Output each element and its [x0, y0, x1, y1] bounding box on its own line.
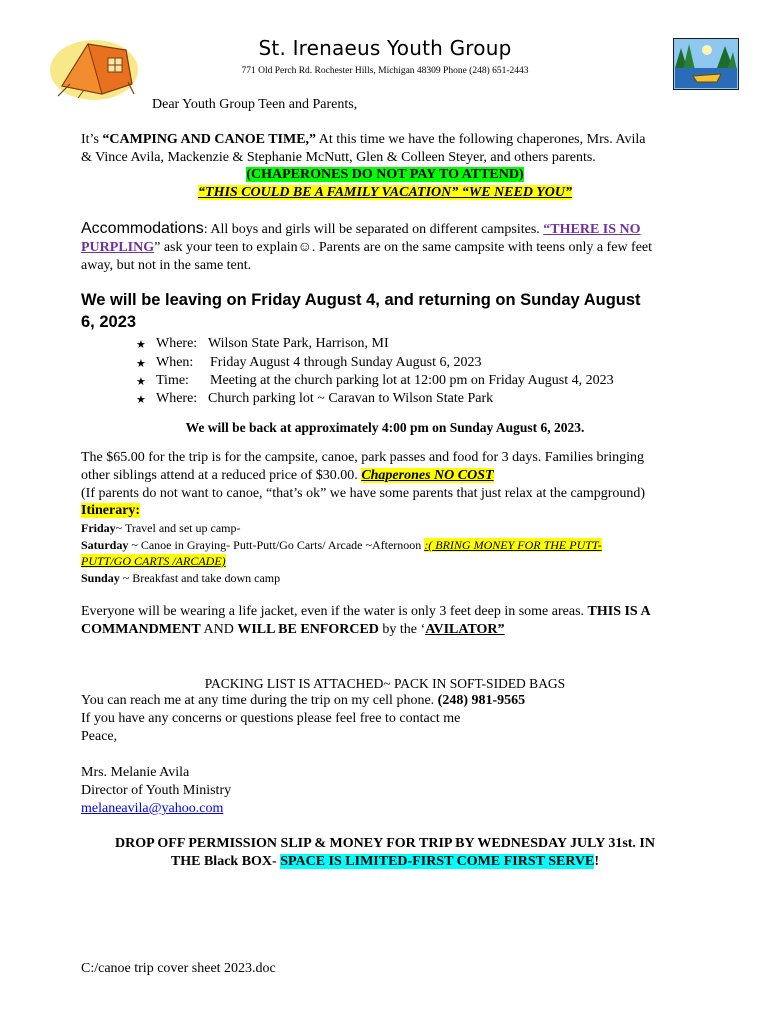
accommodations-text-cont: ” ask your teen to explain☺. Parents are on the same campsite with teens only a few feet [154, 240, 653, 255]
cost-line-1: The $65.00 for the trip is for the campsite, canoe, park passes and food for 3 days. Families bringing [81, 450, 644, 465]
concerns-line: If you have any concerns or questions please feel free to contact me [81, 711, 461, 726]
lake-canoe-clipart-icon [673, 38, 739, 90]
bullet-star-icon: ★ [136, 394, 146, 406]
cost-text: other siblings attend at a reduced price of $30.00. [81, 468, 362, 483]
no-purpling-text: “THERE IS NO [543, 222, 641, 237]
cost-line-2 [81, 468, 494, 484]
bullet-star-icon: ★ [136, 358, 146, 370]
contact-line [81, 693, 525, 709]
signer-name: Mrs. Melanie Avila [81, 765, 190, 780]
detail-label: Where: [156, 391, 198, 406]
chaperones-free-text: (CHAPERONES DO NOT PAY TO ATTEND) [246, 167, 524, 182]
bullet-star-icon: ★ [136, 376, 146, 388]
sunday-text: ~ Breakfast and take down camp [119, 571, 281, 585]
intro-text-cont: At this time we have the following chaperones, Mrs. Avila [316, 132, 646, 147]
intro-text: It’s [81, 132, 103, 147]
dropoff-text: THE Black BOX- [170, 854, 281, 869]
accommodations-line-1 [81, 220, 641, 238]
accommodations-line-2 [81, 240, 652, 256]
enforced-phrase: WILL BE ENFORCED [237, 622, 379, 637]
itinerary-saturday [81, 538, 602, 553]
detail-label: Time: [156, 373, 189, 388]
itinerary-label-text: Itinerary: [81, 503, 141, 518]
purpling-word: PURPLING [81, 240, 155, 255]
friday-label: Friday [81, 521, 116, 535]
sunday-label: Sunday [81, 571, 120, 585]
packing-list-note: PACKING LIST IS ATTACHED~ PACK IN SOFT-SIDED BAGS [204, 676, 566, 691]
avilator-word: AVILATOR” [425, 622, 505, 637]
saturday-money-note: :( BRING MONEY FOR THE PUTT- [424, 538, 602, 552]
safety-bold: THIS IS A [587, 604, 651, 619]
signer-email-link[interactable]: melaneavila@yahoo.com [81, 801, 224, 816]
safety-line-2 [81, 622, 505, 638]
itinerary-label [81, 503, 140, 519]
accommodations-text: : All boys and girls will be separated on different campsites. [203, 222, 544, 237]
cost-line-3: (If parents do not want to canoe, “that’s ok” we have some parents that just relax at the campground) [81, 486, 646, 501]
contact-phone: (248) 981-9565 [437, 693, 526, 708]
safety-by-the: by the ‘ [378, 622, 426, 637]
detail-label: Where: [156, 336, 198, 351]
chaperones-free-note [0, 167, 770, 183]
detail-value: Wilson State Park, Harrison, MI [208, 336, 389, 351]
saturday-label: Saturday [81, 538, 129, 552]
accommodations-line-3: away, but not in the same tent. [81, 258, 252, 273]
footer-file-path: C:/canoe trip cover sheet 2023.doc [81, 961, 276, 976]
schedule-heading-1: We will be leaving on Friday August 4, and returning on Sunday August [81, 291, 641, 309]
dropoff-exclaim: ! [594, 854, 600, 869]
family-vacation-note [0, 185, 770, 201]
itinerary-friday [81, 521, 240, 536]
space-limited-note: SPACE IS LIMITED-FIRST COME FIRST SERVE [280, 854, 595, 869]
return-time-note: We will be back at approximately 4:00 pm on Sunday August 6, 2023. [185, 420, 585, 435]
safety-text: Everyone will be wearing a life jacket, even if the water is only 3 feet deep in some areas. [81, 604, 588, 619]
saturday-text: ~ Canoe in Graying- Putt-Putt/Go Carts/ Arcade ~Afternoon [128, 538, 425, 552]
bullet-star-icon: ★ [136, 339, 146, 351]
itinerary-sunday [81, 571, 280, 586]
detail-value: Meeting at the church parking lot at 12:00 pm on Friday August 4, 2023 [210, 373, 614, 388]
intro-line-1 [81, 132, 645, 148]
closing: Peace, [81, 729, 118, 744]
greeting: Dear Youth Group Teen and Parents, [152, 97, 358, 112]
intro-bold-phrase: “CAMPING AND CANOE TIME,” [102, 132, 317, 147]
accommodations-label: Accommodations [81, 220, 204, 237]
safety-and: AND [200, 622, 238, 637]
contact-text: You can reach me at any time during the trip on my cell phone. [81, 693, 438, 708]
org-address: 771 Old Perch Rd. Rochester Hills, Michigan 48309 Phone (248) 651-2443 [241, 66, 529, 76]
commandment-word: COMMANDMENT [81, 622, 201, 637]
itinerary-saturday-cont [81, 554, 226, 569]
signer-title: Director of Youth Ministry [81, 783, 232, 798]
family-vacation-text: “THIS COULD BE A FAMILY VACATION” “WE NEED YOU” [198, 185, 572, 200]
safety-line-1 [81, 604, 651, 620]
chaperones-no-cost: Chaperones NO COST [361, 468, 494, 483]
detail-value: Friday August 4 through Sunday August 6, 2023 [210, 355, 482, 370]
detail-value: Church parking lot ~ Caravan to Wilson State Park [208, 391, 494, 406]
saturday-money-note-cont: PUTT/GO CARTS /ARCADE) [81, 554, 226, 568]
schedule-heading-2: 6, 2023 [81, 313, 137, 331]
intro-line-2: & Vince Avila, Mackenzie & Stephanie McNutt, Glen & Colleen Steyer, and others parents. [81, 150, 596, 165]
detail-label: When: [156, 355, 194, 370]
dropoff-line-2 [0, 854, 770, 870]
friday-text: ~ Travel and set up camp- [115, 521, 241, 535]
org-name: St. Irenaeus Youth Group [258, 36, 512, 60]
dropoff-line-1: DROP OFF PERMISSION SLIP & MONEY FOR TRIP BY WEDNESDAY JULY 31st. IN [115, 836, 655, 851]
